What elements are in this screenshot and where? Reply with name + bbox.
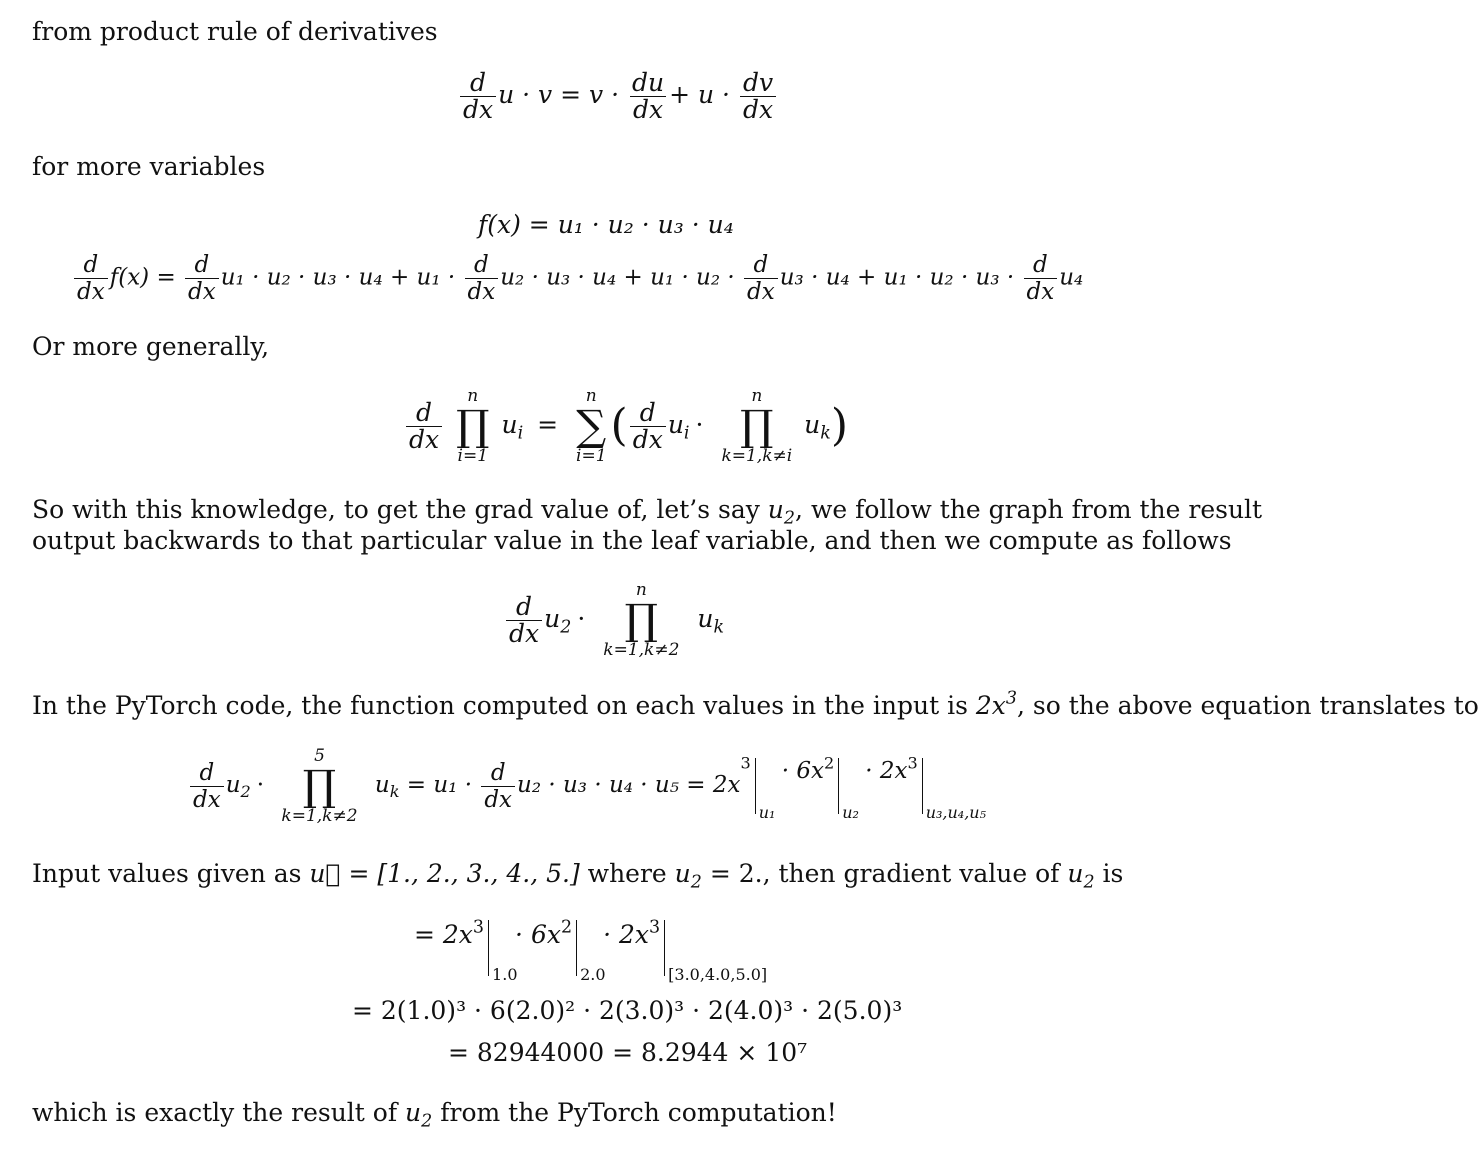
equation-grad-u2: $\frac{d}{dx}$ $u_2$ · n ∏ k=1,k≠2 $u_k$ xyxy=(504,580,724,660)
text-grad-explanation: So with this knowledge, to get the grad value of, let’s say $u_2$, we follow the graph from the result output backwards to that particular value in the leaf variable, and then we compute as follows xyxy=(32,495,1263,555)
fraction-d-dx: $\frac{d}{dx}$ xyxy=(406,400,442,453)
equation-f-derivative-expansion: $\frac{d}{dx}$ f(x) = $\frac{d}{dx}$ u₁ · u₂ · u₃ · u₄ + u₁ · $\frac{d}{dx}$ u₂ · u₃ · u₄ + u₁ · u₂ · $\frac{d}{dx}$ u₃ · u₄ + u₁ · u₂ · u₃ · $\frac{d}{dx}$ u₄ xyxy=(72,252,1083,305)
evaluation-bar-1: = $2x^3$ 1.0 xyxy=(414,917,518,984)
product-operator: n ∏ k=1,k≠i xyxy=(721,386,793,466)
fraction-d-dx: $\frac{d}{dx}$ xyxy=(74,252,108,305)
fraction-d-dx: $\frac{d}{dx}$ xyxy=(185,252,219,305)
product-operator: 5 ∏ k=1,k≠2 xyxy=(281,746,358,826)
equation-product-rule: $\frac{d}{dx}$ u · v = v · $\frac{du}{dx}$ + u · $\frac{dv}{dx}$ xyxy=(458,70,778,123)
fraction-d-dx: $\frac{d}{dx}$ xyxy=(460,70,496,123)
sum-operator: n ∑ i=1 xyxy=(576,386,607,466)
fraction-d-dx: $\frac{d}{dx}$ xyxy=(481,760,515,813)
evaluation-bar-2: · $6x^2$ 2.0 xyxy=(515,917,606,984)
text-product-rule-intro: from product rule of derivatives xyxy=(32,17,438,46)
text-pytorch-function: In the PyTorch code, the function computed on each values in the input is $2x^3$, so the above equation translates to xyxy=(32,688,1479,720)
evaluation-bar-u345: · $2x^3$ u₃,u₄,u₅ xyxy=(865,753,987,822)
text-input-values: Input values given as u⃗ = [1., 2., 3., 4., 5.] where $u_2 = 2$., then gradient value of $u_2$ is xyxy=(32,859,1124,893)
fraction-d-dx: $\frac{d}{dx}$ xyxy=(1024,252,1058,305)
fraction-d-dx: $\frac{d}{dx}$ xyxy=(190,760,224,813)
fraction-d-dx: $\frac{d}{dx}$ xyxy=(630,400,666,453)
fraction-dv-dx: $\frac{dv}{dx}$ xyxy=(740,70,776,123)
evaluation-bar-3: · $2x^3$ [3.0,4.0,5.0] xyxy=(603,917,768,984)
evaluation-bar-u1: $^3$ u₁ xyxy=(740,753,776,822)
text-more-variables: for more variables xyxy=(32,152,266,181)
equation-f-definition: f(x) = u₁ · u₂ · u₃ · u₄ xyxy=(478,210,734,239)
equation-evaluated-bars xyxy=(414,917,768,984)
product-operator: n ∏ k=1,k≠2 xyxy=(603,580,680,660)
evaluation-bar-u2: · $6x^2$ u₂ xyxy=(781,753,859,822)
equation-pytorch-translation: $\frac{d}{dx}$ $u_2$ · 5 ∏ k=1,k≠2 $u_k = u_1$ · $\frac{d}{dx}$ $u_2 \cdot u_3 \cdot u_4 \cdot u_5 = 2x^3$ u₁ · $6x^2$ u₂ · $2x^3$ u₃,u₄,u₅ xyxy=(188,746,949,826)
fraction-du-dx: $\frac{du}{dx}$ xyxy=(632,68,665,124)
equation-numeric-expansion: = 2(1.0)³ · 6(2.0)² · 2(3.0)³ · 2(4.0)³ · 2(5.0)³ xyxy=(352,996,903,1025)
fraction-d-dx: $\frac{d}{dx}$ xyxy=(506,594,542,647)
equation-final-result: = 82944000 = 8.2944 × 10⁷ xyxy=(448,1038,808,1067)
product-operator: n ∏ i=1 xyxy=(456,386,490,466)
equation-general-product-rule: $\frac{d}{dx}$ n ∏ i=1 $u_i$ = n ∑ i=1 ( $\frac{d}{dx}$ $u_i$ · n ∏ k=1,k≠i $u_k$) xyxy=(404,386,848,466)
fraction-d-dx: $\frac{d}{dx}$ xyxy=(465,252,499,305)
fraction-d-dx: $\frac{d}{dx}$ xyxy=(744,252,778,305)
text-conclusion: which is exactly the result of $u_2$ from the PyTorch computation! xyxy=(32,1098,837,1132)
text-more-generally: Or more generally, xyxy=(32,332,270,361)
